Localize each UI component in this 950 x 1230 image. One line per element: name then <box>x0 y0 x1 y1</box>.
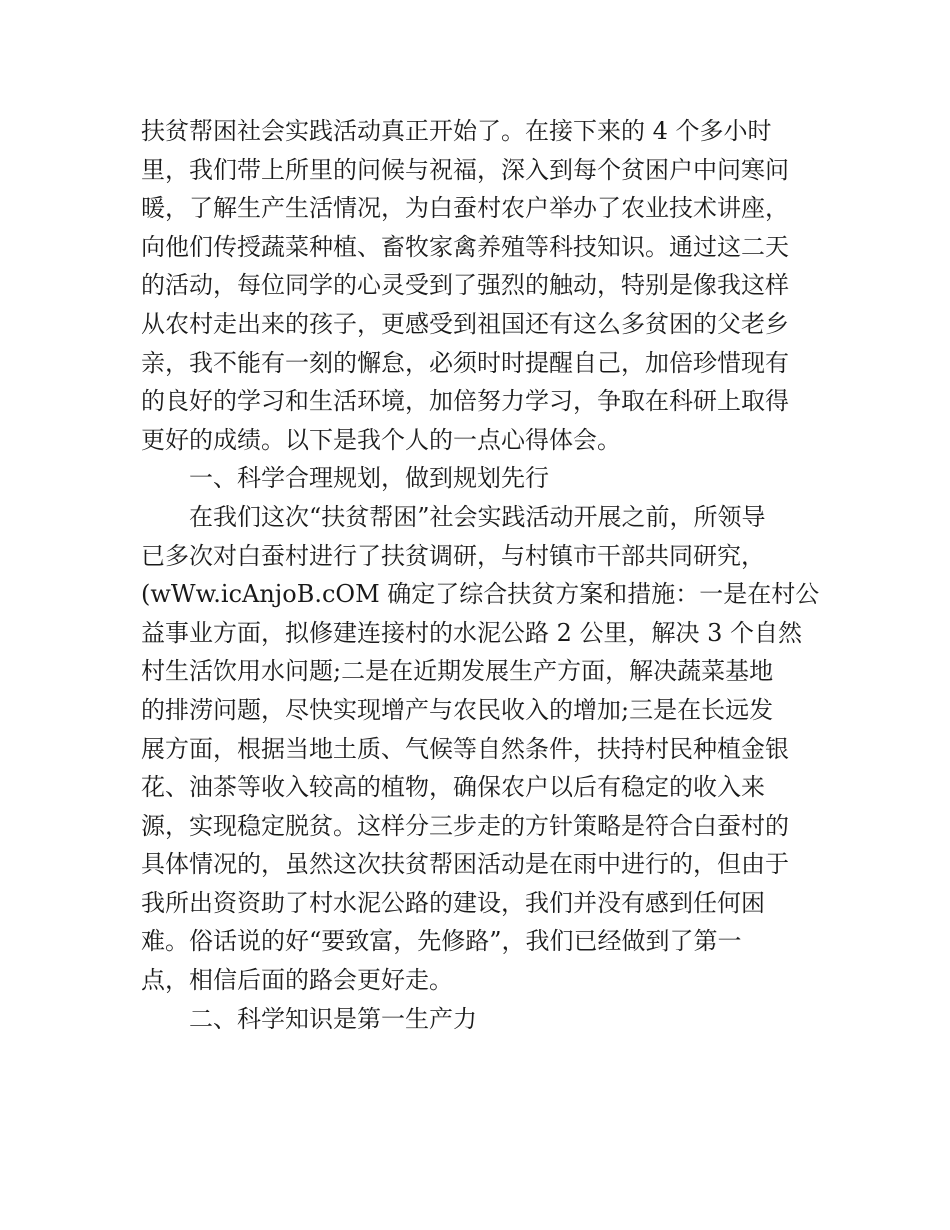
text-line: 从农村走出来的孩子，更感受到祖国还有这么多贫困的父老乡 <box>141 309 789 338</box>
text-line: 我所出资资助了村水泥公路的建设，我们并没有感到任何困 <box>141 888 765 917</box>
text-line: (wWw.icAnjoB.cOM 确定了综合扶贫方案和措施：一是在村公 <box>141 580 820 609</box>
text-line: 里，我们带上所里的问候与祝福，深入到每个贫困户中问寒问 <box>141 155 789 184</box>
text-line: 的排涝问题，尽快实现增产与农民收入的增加;三是在长远发 <box>141 695 774 724</box>
section-heading: 一、科学合理规划，做到规划先行 <box>189 464 549 493</box>
text-line: 亲，我不能有一刻的懈怠，必须时时提醒自己，加倍珍惜现有 <box>141 348 789 377</box>
text-line: 难。俗话说的好“要致富，先修路”，我们已经做到了第一 <box>141 927 742 956</box>
text-line: 展方面，根据当地土质、气候等自然条件，扶持村民种植金银 <box>141 734 789 763</box>
text-line: 具体情况的，虽然这次扶贫帮困活动是在雨中进行的，但由于 <box>141 850 789 879</box>
text-line: 花、油茶等收入较高的植物，确保农户以后有稳定的收入来 <box>141 773 765 802</box>
text-line: 村生活饮用水问题;二是在近期发展生产方面，解决蔬菜基地 <box>141 657 774 686</box>
document-body <box>141 112 831 1038</box>
text-line: 的良好的学习和生活环境，加倍努力学习，争取在科研上取得 <box>141 387 789 416</box>
text-line: 益事业方面，拟修建连接村的水泥公路 2 公里，解决 3 个自然 <box>141 618 803 647</box>
text-line: 已多次对白蚕村进行了扶贫调研，与村镇市干部共同研究， <box>141 541 765 570</box>
text-line: 点，相信后面的路会更好走。 <box>141 966 453 995</box>
text-line: 暖，了解生产生活情况，为白蚕村农户举办了农业技术讲座， <box>141 194 789 223</box>
text-line: 的活动，每位同学的心灵受到了强烈的触动，特别是像我这样 <box>141 271 789 300</box>
paragraph-start: 在我们这次“扶贫帮困”社会实践活动开展之前，所领导 <box>189 502 766 531</box>
text-line: 向他们传授蔬菜种植、畜牧家禽养殖等科技知识。通过这二天 <box>141 232 789 261</box>
text-line: 更好的成绩。以下是我个人的一点心得体会。 <box>141 425 621 454</box>
section-heading: 二、科学知识是第一生产力 <box>189 1004 477 1033</box>
text-line: 扶贫帮困社会实践活动真正开始了。在接下来的 4 个多小时 <box>141 117 772 145</box>
text-line: 源，实现稳定脱贫。这样分三步走的方针策略是符合白蚕村的 <box>141 811 789 840</box>
